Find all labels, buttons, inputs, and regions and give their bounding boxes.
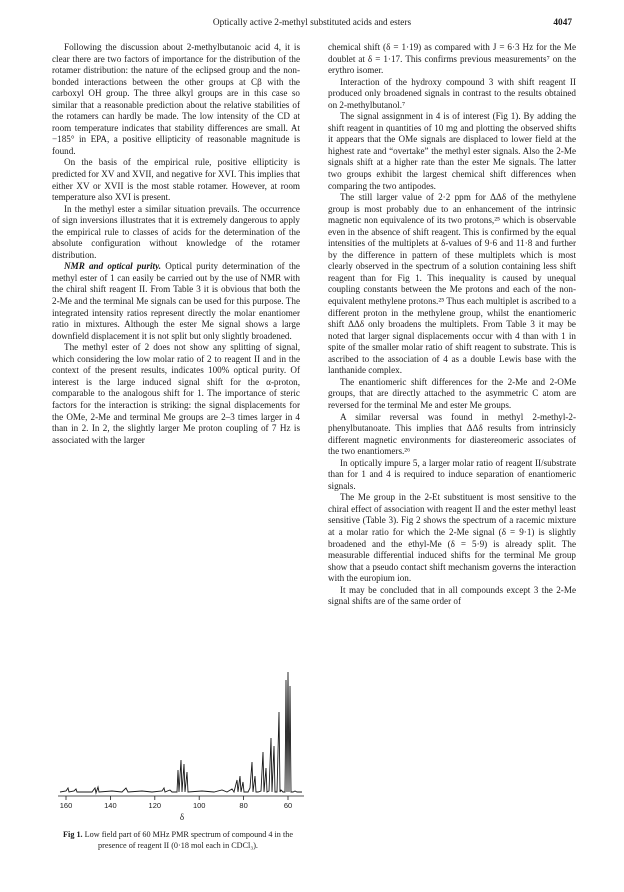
x-axis-ticks	[60, 796, 292, 810]
figure-caption: Fig 1. Low field part of 60 MHz PMR spectrum of compound 4 in the presence of reagent II (0·18 mol each in CDCl₃).	[63, 830, 293, 850]
x-axis-tick-label: 140	[104, 801, 117, 810]
x-axis-tick-label: 100	[192, 801, 206, 810]
paragraph: In the methyl ester a similar situation prevails. The occurrence of sign inversions illustrates that it is extremely dangerous to apply the empirical rule to classes of acids for the determination of the absolute configuration without knowledge of the rotamer distribution.	[52, 203, 300, 260]
nmr-spectrum-figure	[52, 642, 308, 822]
paragraph: The enantiomeric shift differences for the 2-Me and 2-OMe groups, that are directly attached to the asymmetric C atom are reversed for the terminal Me and ester Me groups.	[328, 376, 576, 410]
running-title: Optically active 2-methyl substituted acids and esters	[212, 18, 412, 28]
x-axis-tick-label: 160	[59, 801, 73, 810]
figure-label: Fig 1.	[63, 830, 83, 839]
paragraph: chemical shift (δ = 1·19) as compared with J = 6·3 Hz for the Me doublet at δ = 1·17. This confirms previous measurements⁷ on the erythro isomer.	[328, 42, 576, 76]
paragraph: NMR and optical purity. Optical purity determination of the methyl ester of 1 can easily be carried out by the use of NMR with the chiral shift reagent II. From Table 3 it is obvious that both the 2-Me and the terminal Me signals can be used for this purpose. The integrated intensity ratios represent directly the molar enantiomer ratio in mixtures. Although the ester Me signal shows a large downfield displacement it is not split but only slightly broadened.	[52, 261, 300, 341]
left-column	[52, 42, 300, 446]
paragraph: It may be concluded that in all compounds except 3 the 2-Me signal shifts are of the same order of	[328, 584, 576, 607]
page-number: 4047	[553, 18, 572, 28]
paragraph: Interaction of the hydroxy compound 3 with shift reagent II produced only broadened signals in contrast to the results obtained on 2-methylbutanol.⁷	[328, 76, 576, 110]
x-axis-tick-label: 120	[148, 801, 162, 810]
paragraph: The signal assignment in 4 is of interest (Fig 1). By adding the shift reagent in quantities of 10 mg and plotting the observed shifts it appears that the OMe signals are displaced to lower field at the highest rate and “overtake” the methyl ester signals. Also the 2-Me signals shift at a higher rate than the ester Me signals. The latter two groups exhibit the largest chemical shift differences when comparing the two antipodes.	[328, 111, 576, 191]
paragraph: The Me group in the 2-Et substituent is most sensitive to the chiral effect of association with reagent II and the ester methyl least sensitive (Table 3). Fig 2 shows the spectrum of a racemic mixture at a molar ratio for which the 2-Me signal (δ = 9·1) is slightly broadened and the ethyl-Me (δ = 5·9) is already split. The measurable differential induced shifts for the terminal Me group show that a pseudo contact shift mechanism governs the interaction with the europium ion.	[328, 492, 576, 584]
right-column	[328, 42, 576, 608]
paragraph: The still larger value of 2·2 ppm for ΔΔδ of the methylene group is most probably due to an enhancement of the intrinsic magnetic non equivalence of its two protons,²⁵ which is observable even in the absence of shift reagent. This is confirmed by the equal intensities of the multiplets at δ-values of 9·6 and 11·8 and further by the difference in pattern of these multiplets which is most clearly observed in the spectrum of a solution containing less shift reagent than for Fig 1. This inequality is caused by unequal coupling constants between the Me protons and each of the non-equivalent methylene protons.²⁵ Thus each multiplet is ascribed to a different proton in the methylene group, whilst the enantiomeric shift ΔΔδ only broadens the multiplets. From Table 3 it may be noted that larger signal displacements occur with 4 than with 1 in spite of the smaller molar ratio of shift reagent to substrate. This is ascribed to the association of 4 as a double Lewis base with the lanthanide complex.	[328, 192, 576, 376]
section-lead: NMR and optical purity.	[64, 261, 162, 272]
paragraph: Following the discussion about 2-methylbutanoic acid 4, it is clear there are two factors of importance for the distribution of the rotamer distribution: the nature of the eclipsed group and the non-bonded interactions between the other groups at Cβ with the carboxyl OH group. The three alkyl groups are in this case so similar that a reasonable prediction about the relative stabilities of the rotamers can hardly be made. The low intensity of the CD at room temperature indicates that stability differences are small. At −185° in EPA, a positive ellipticity of reasonable magnitude is found.	[52, 42, 300, 156]
paragraph: In optically impure 5, a larger molar ratio of reagent II/substrate than for 1 and 4 is required to induce separation of enantiomeric signals.	[328, 457, 576, 491]
nmr-spectrum	[52, 642, 308, 824]
paragraph: On the basis of the empirical rule, positive ellipticity is predicted for XV and XVII, and negative for XVI. This implies that either XV or XVII is the most stable rotamer. However, at room temperature also XVI is present.	[52, 157, 300, 203]
spectrum-trace	[60, 672, 302, 793]
x-axis-tick-label: 60	[283, 801, 293, 810]
x-axis-tick-label: 80	[239, 801, 248, 810]
paragraph: A similar reversal was found in methyl 2-methyl-2-phenylbutanoate. This implies that ΔΔδ results from intrinsicly different magnetic environments for diastereomeric associates of the two enantiomers.²⁶	[328, 411, 576, 457]
paragraph: The methyl ester of 2 does not show any splitting of signal, which considering the low molar ratio of 2 to reagent II and in the context of the present results, indicates 100% optical purity. Of interest is the large induced signal shift for the α-proton, comparable to the analogous shift for 1. The importance of steric factors for the interaction is striking: the signal displacements for the OMe, 2-Me and terminal Me groups are 2–3 times larger in 4 than in 2. In 2, the slightly larger Me proton coupling of 7 Hz is associated with the larger	[52, 342, 300, 445]
running-header	[52, 18, 572, 32]
x-axis-label: δ	[179, 812, 185, 822]
